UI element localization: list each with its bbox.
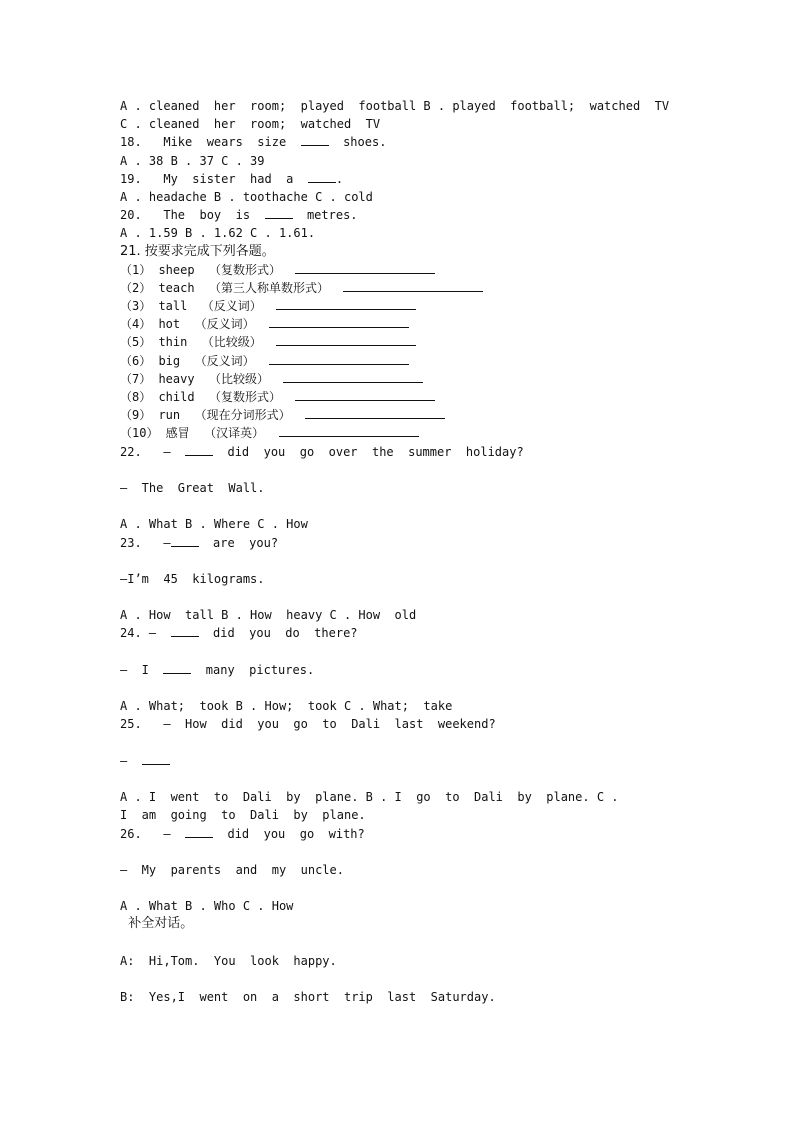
text-line bbox=[120, 479, 720, 497]
line-text: （9） run （现在分词形式） bbox=[120, 408, 306, 423]
line-text: A . I went to Dali by plane. B . I go to Dali by plane. C . bbox=[120, 790, 619, 805]
line-text-after: . bbox=[335, 171, 344, 186]
answer-blank[interactable] bbox=[185, 825, 213, 838]
text-line bbox=[120, 206, 720, 224]
line-text: I am going to Dali by plane. bbox=[120, 808, 366, 823]
line-text: — The Great Wall. bbox=[120, 480, 265, 495]
line-text: 23. — bbox=[120, 535, 171, 550]
line-text: 24. — bbox=[120, 626, 171, 641]
line-text-after: many pictures. bbox=[191, 662, 315, 677]
line-text: A . How tall B . How heavy C . How old bbox=[120, 608, 417, 623]
text-line bbox=[120, 133, 720, 151]
text-line bbox=[120, 788, 720, 806]
text-line bbox=[120, 388, 720, 406]
line-text: 20. The boy is bbox=[120, 208, 265, 223]
spacer bbox=[120, 461, 720, 479]
line-text: A . headache B . toothache C . cold bbox=[120, 189, 373, 204]
text-line bbox=[120, 333, 720, 351]
text-line bbox=[120, 825, 720, 843]
line-text: — I bbox=[120, 662, 164, 677]
answer-blank[interactable] bbox=[305, 406, 445, 419]
spacer bbox=[120, 734, 720, 752]
line-text-after: shoes. bbox=[328, 135, 387, 150]
text-line bbox=[120, 243, 720, 261]
line-text: 18. Mike wears size bbox=[120, 135, 301, 150]
text-line bbox=[120, 424, 720, 442]
line-text: B: Yes,I went on a short trip last Saturday. bbox=[120, 990, 496, 1005]
spacer bbox=[120, 643, 720, 661]
line-text: A . 38 B . 37 C . 39 bbox=[120, 153, 265, 168]
line-text: 19. My sister had a bbox=[120, 171, 308, 186]
line-text: （6） big （反义词） bbox=[120, 353, 270, 368]
line-text-after: did you do there? bbox=[198, 626, 358, 641]
line-text: 26. — bbox=[120, 826, 186, 841]
text-line bbox=[120, 661, 720, 679]
line-text: C . cleaned her room; watched TV bbox=[120, 117, 381, 132]
line-text: A: Hi,Tom. You look happy. bbox=[120, 953, 337, 968]
text-line bbox=[120, 570, 720, 588]
text-line bbox=[120, 915, 720, 933]
spacer bbox=[120, 879, 720, 897]
answer-blank[interactable] bbox=[308, 170, 336, 183]
line-text: A . What B . Who C . How bbox=[120, 899, 294, 914]
text-line bbox=[120, 606, 720, 624]
text-line bbox=[120, 115, 720, 133]
answer-blank[interactable] bbox=[269, 315, 409, 328]
line-text-after: are you? bbox=[198, 535, 279, 550]
text-line bbox=[120, 534, 720, 552]
line-text: （4） hot （反义词） bbox=[120, 317, 270, 332]
line-text: （1） sheep （复数形式） bbox=[120, 262, 296, 277]
line-text: （2） teach （第三人称单数形式） bbox=[120, 280, 344, 295]
line-text: — My parents and my uncle. bbox=[120, 862, 344, 877]
answer-blank[interactable] bbox=[269, 352, 409, 365]
line-text-after: metres. bbox=[292, 208, 358, 223]
line-text: A . cleaned her room; played football B . played football; watched TV bbox=[120, 99, 670, 113]
text-line bbox=[120, 261, 720, 279]
text-line bbox=[120, 170, 720, 188]
answer-blank[interactable] bbox=[163, 661, 191, 674]
text-line bbox=[120, 97, 720, 115]
line-text: （3） tall （反义词） bbox=[120, 299, 277, 314]
text-line bbox=[120, 624, 720, 642]
answer-blank[interactable] bbox=[142, 752, 170, 765]
spacer bbox=[120, 970, 720, 988]
answer-blank[interactable] bbox=[279, 424, 419, 437]
answer-blank[interactable] bbox=[276, 297, 416, 310]
line-text: 25. — How did you go to Dali last weekend? bbox=[120, 717, 496, 732]
answer-blank[interactable] bbox=[295, 261, 435, 274]
line-text: （7） heavy （比较级） bbox=[120, 371, 284, 386]
text-line bbox=[120, 297, 720, 315]
worksheet-page bbox=[120, 97, 720, 1006]
answer-blank[interactable] bbox=[185, 443, 213, 456]
text-line bbox=[120, 188, 720, 206]
line-text: A . 1.59 B . 1.62 C . 1.61. bbox=[120, 226, 316, 241]
line-text: （8） child （复数形式） bbox=[120, 390, 296, 404]
line-text-after: did you go with? bbox=[213, 826, 365, 841]
spacer bbox=[120, 843, 720, 861]
spacer bbox=[120, 679, 720, 697]
spacer bbox=[120, 770, 720, 788]
line-text: —I’m 45 kilograms. bbox=[120, 571, 265, 586]
answer-blank[interactable] bbox=[283, 370, 423, 383]
spacer bbox=[120, 497, 720, 515]
spacer bbox=[120, 552, 720, 570]
text-line bbox=[120, 897, 720, 915]
text-line bbox=[120, 988, 720, 1006]
text-line bbox=[120, 515, 720, 533]
line-text: A . What B . Where C . How bbox=[120, 517, 308, 532]
answer-blank[interactable] bbox=[301, 133, 329, 146]
spacer bbox=[120, 588, 720, 606]
answer-blank[interactable] bbox=[295, 388, 435, 401]
line-text: 22. — bbox=[120, 444, 186, 459]
answer-blank[interactable] bbox=[171, 534, 199, 547]
answer-blank[interactable] bbox=[343, 279, 483, 292]
line-text: A . What; took B . How; took C . What; take bbox=[120, 699, 453, 714]
line-text: 补全对话。 bbox=[120, 916, 194, 932]
answer-blank[interactable] bbox=[276, 333, 416, 346]
text-line bbox=[120, 861, 720, 879]
text-line bbox=[120, 224, 720, 242]
line-text: （10） 感冒 （汉译英） bbox=[120, 426, 279, 441]
text-line bbox=[120, 315, 720, 333]
answer-blank[interactable] bbox=[171, 624, 199, 637]
line-text-after: did you go over the summer holiday? bbox=[213, 444, 524, 459]
text-line bbox=[120, 715, 720, 733]
text-line bbox=[120, 952, 720, 970]
text-line bbox=[120, 697, 720, 715]
text-line bbox=[120, 752, 720, 770]
text-line bbox=[120, 443, 720, 461]
line-text: — bbox=[120, 753, 142, 768]
spacer bbox=[120, 934, 720, 952]
line-text: （5） thin （比较级） bbox=[120, 335, 277, 350]
text-line bbox=[120, 152, 720, 170]
text-line bbox=[120, 279, 720, 297]
text-line bbox=[120, 406, 720, 424]
line-text: 21. 按要求完成下列各题。 bbox=[120, 243, 275, 259]
text-line bbox=[120, 370, 720, 388]
text-line bbox=[120, 352, 720, 370]
text-line bbox=[120, 806, 720, 824]
answer-blank[interactable] bbox=[265, 206, 293, 219]
